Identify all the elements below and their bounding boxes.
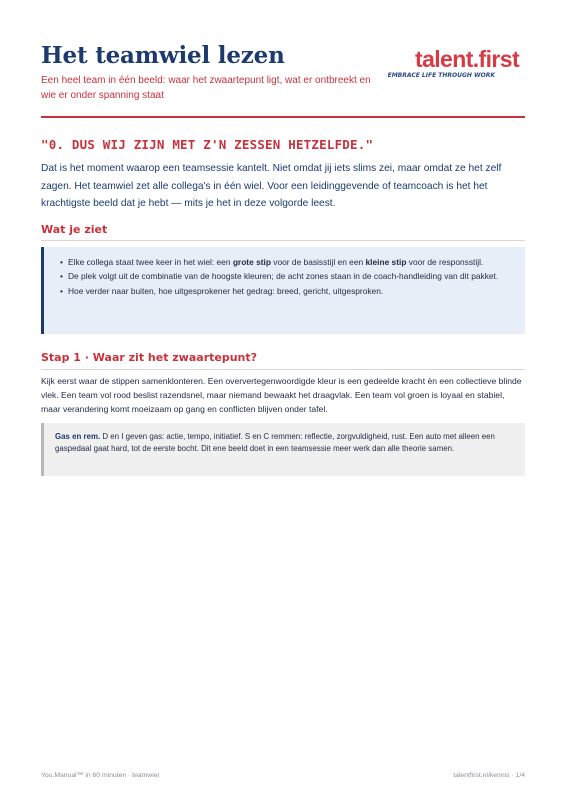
quote-heading: "0. DUS WIJ ZIJN MET Z'N ZESSEN HETZELFDE." <box>41 137 374 152</box>
header-divider <box>41 116 525 118</box>
page-header <box>41 42 525 118</box>
step1-paragraph: Kijk eerst waar de stippen samenklonteren. Een oververtegenwoordigde kleur is een gedeelde kracht èn een collectieve blinde vlek. Een team vol rood beslist razendsnel, maar niemand bewaakt het draagvlak. Een team vol groen is loyaal en stabiel, maar verandering komt moeizaam op gang en conflicten blijven onder tafel. <box>41 376 522 414</box>
note-callout <box>41 423 525 476</box>
section-heading-step1: Stap 1 · Waar zit het zwaartepunt? <box>41 351 258 364</box>
emphasis-text: kleine stip <box>365 257 407 267</box>
bullet-list <box>62 256 514 299</box>
list-item: • Hoe verder naar buiten, hoe uitgesprokener het gedrag: breed, gericht, uitgesproken. <box>62 285 514 298</box>
section-divider <box>41 369 525 370</box>
logo-wordmark: talent.first <box>415 46 519 72</box>
note-text: Gas en rem. D en I geven gas: actie, tempo, initiatief. S en C remmen: reflectie, zorgvuldigheid, rust. Een auto met alleen een gaspedaal gaat hard, tot de eerste bocht. Dit ene beeld doet in een teamsessie meer werk dan alle theorie samen. <box>55 432 495 454</box>
intro-paragraph: Dat is het moment waarop een teamsessie kantelt. Niet omdat jij iets slims zei, maar omdat ze het zelf zagen. Het teamwiel zet alle collega's in één wiel. Voor een leidinggevende of teamcoach is het het krachtigste beeld dat je hebt — mits je het in deze volgorde leest. <box>41 163 502 209</box>
brand-logo <box>379 46 519 86</box>
document-page <box>41 0 525 800</box>
page-subtitle: Een heel team in één beeld: waar het zwaartepunt ligt, wat er ontbreekt en wie er onder spanning staat <box>41 75 371 101</box>
section-divider <box>41 240 525 241</box>
footer-right-text: talentfirst.nl/kennis · 1/4 <box>453 772 525 779</box>
list-item: • Elke collega staat twee keer in het wiel: een grote stip voor de basisstijl en een kleine stip voor de responsstijl. <box>62 256 514 269</box>
list-item: • De plek volgt uit de combinatie van de hoogste kleuren; de acht zones staan in de coach-handleiding van dit pakket. <box>62 270 514 283</box>
emphasis-text: grote stip <box>232 257 271 267</box>
section-heading-what: Wat je ziet <box>41 223 108 236</box>
note-label: Gas en rem. <box>55 432 101 441</box>
footer-left-text: You.Manual™ in 60 minuten · teamwiel <box>41 772 160 779</box>
page-title: Het teamwiel lezen <box>41 42 285 69</box>
logo-tagline: EMBRACE LIFE THROUGH WORK <box>387 72 495 79</box>
info-callout <box>41 247 525 334</box>
